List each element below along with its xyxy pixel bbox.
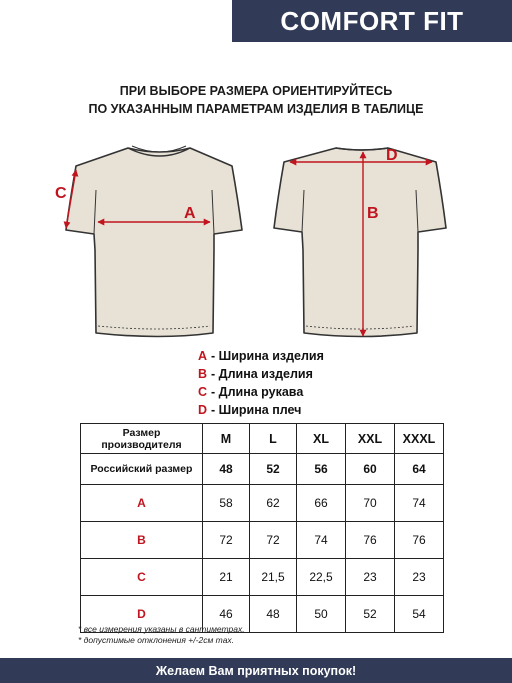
page-title: COMFORT FIT (232, 0, 512, 42)
legend-letter: D (198, 403, 208, 417)
measurement-legend (198, 347, 324, 419)
header-white-area (0, 0, 232, 42)
table-cell: 66 (297, 485, 346, 522)
legend-item-c (198, 383, 324, 401)
measure-d-label: D (386, 147, 398, 164)
table-cell: 50 (297, 596, 346, 633)
size-header: XXL (346, 424, 395, 454)
size-header: XL (297, 424, 346, 454)
table-row-russian-size (81, 454, 444, 485)
table-cell: 60 (346, 454, 395, 485)
instruction-line-1: ПРИ ВЫБОРЕ РАЗМЕРА ОРИЕНТИРУЙТЕСЬ (119, 84, 393, 98)
legend-item-d (198, 401, 324, 419)
legend-letter: A (198, 349, 208, 363)
footnote-tolerance: * допустимые отклонения +/-2см max. (78, 635, 235, 645)
table-cell: 76 (346, 522, 395, 559)
measure-c-label: C (55, 185, 67, 202)
table-cell: 48 (203, 454, 250, 485)
table-cell: 62 (250, 485, 297, 522)
legend-text: - Ширина плеч (211, 403, 302, 417)
legend-letter: C (198, 385, 208, 399)
table-cell: 56 (297, 454, 346, 485)
front-tshirt (55, 146, 242, 337)
table-row-c (81, 559, 444, 596)
table-cell: 58 (203, 485, 250, 522)
row-label: D (81, 596, 203, 633)
footnotes (78, 624, 245, 646)
legend-text: - Длина изделия (211, 367, 313, 381)
table-cell: 74 (297, 522, 346, 559)
back-tshirt (274, 147, 446, 337)
table-cell: 54 (395, 596, 444, 633)
table-header-row (81, 424, 444, 454)
table-cell: 23 (346, 559, 395, 596)
footnote-units: * все измерения указаны в сантиметрах. (78, 624, 245, 634)
legend-text: - Ширина изделия (211, 349, 324, 363)
table-row-b (81, 522, 444, 559)
size-header: M (203, 424, 250, 454)
row-label: B (81, 522, 203, 559)
legend-item-a (198, 347, 324, 365)
instruction-text (0, 82, 512, 118)
table-cell: 48 (250, 596, 297, 633)
table-cell: 23 (395, 559, 444, 596)
table-cell: 21 (203, 559, 250, 596)
size-header: L (250, 424, 297, 454)
table-cell: 22,5 (297, 559, 346, 596)
measure-b-label: B (367, 205, 379, 222)
size-table (80, 423, 444, 633)
tshirt-diagram (0, 130, 512, 345)
table-cell: 52 (250, 454, 297, 485)
table-cell: 52 (346, 596, 395, 633)
table-cell: 21,5 (250, 559, 297, 596)
table-cell: 72 (203, 522, 250, 559)
instruction-line-2: ПО УКАЗАННЫМ ПАРАМЕТРАМ ИЗДЕЛИЯ В ТАБЛИЦЕ (88, 102, 424, 116)
russian-size-label: Российский размер (81, 454, 203, 485)
table-cell: 76 (395, 522, 444, 559)
legend-text: - Длина рукава (211, 385, 304, 399)
header-band (0, 0, 512, 42)
legend-letter: B (198, 367, 208, 381)
table-cell: 70 (346, 485, 395, 522)
table-cell: 72 (250, 522, 297, 559)
table-row-a (81, 485, 444, 522)
legend-item-b (198, 365, 324, 383)
measure-a-label: A (184, 205, 196, 222)
size-header: XXXL (395, 424, 444, 454)
row-label: C (81, 559, 203, 596)
manufacturer-size-label: Размер производителя (81, 424, 203, 454)
row-label: A (81, 485, 203, 522)
table-cell: 46 (203, 596, 250, 633)
table-cell: 64 (395, 454, 444, 485)
footer-banner: Желаем Вам приятных покупок! (0, 658, 512, 683)
table-cell: 74 (395, 485, 444, 522)
